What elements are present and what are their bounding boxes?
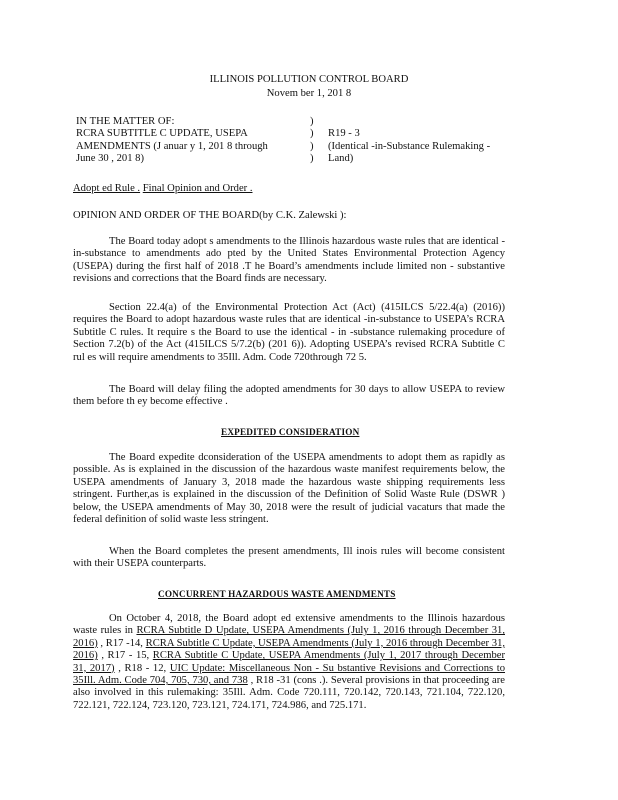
docket-reference: RCRA Subtitle C Update, USEPA Amendments (July 1, 2017 through December 31, 2017) <box>73 650 506 674</box>
section-heading-concurrent: CONCURRENT HAZARDOUS WASTE AMENDMENTS <box>158 589 396 599</box>
docket-reference: UIC Update: Miscellaneous Non - Su bstantive Revisions and Corrections to 35Ill. Adm. Code 704, 705, 730, and 738 <box>73 662 506 687</box>
doc-type-label: Adopt ed Rule . <box>73 183 141 194</box>
paragraph-text: The Board today adopt s amendments to the Illinois hazardous waste rules that are identical -in-substance to amendments ado pted by the United States Environmental Protection Agency (USEPA) during the first half of 2018 .T he Board’s amendments include limited non - substantive revisions and corrections that the Board finds are necessary. <box>73 236 505 285</box>
docket-line: (Identical -in-Substance Rulemaking - <box>328 140 491 152</box>
caption-paren: ) <box>310 116 314 127</box>
paragraph-concurrent <box>73 613 505 712</box>
section-heading-expedited: EXPEDITED CONSIDERATION <box>221 427 360 437</box>
caption-parens <box>310 116 322 166</box>
doc-type-title: Final Opinion and Order . <box>142 183 253 194</box>
docket-reference: RCRA Subtitle C Update, USEPA Amendments (July 1, 2016 through December 31, 2016) <box>73 637 506 662</box>
opinion-heading: OPINION AND ORDER OF THE BOARD(by C.K. Zalewski ): <box>73 210 347 221</box>
caption-line: June 30 , 201 8) <box>76 153 144 165</box>
caption-paren: ) <box>310 153 314 165</box>
caption-docket <box>328 116 513 166</box>
paragraph-text: , R17 -14, <box>97 637 146 649</box>
paragraph-text: When the Board completes the present amendments, Ill inois rules will become consistent with their USEPA counterparts. <box>73 546 505 570</box>
caption-matter <box>76 116 296 166</box>
paragraph-text: , R18 -31 (cons .). Several provisions in that proceeding are also involved in this rulemaking: 35Ill. Adm. Code 720.111, 720.142, 720.143, 721.104, 722.120, 722.121, 722.124, 723.120, 723.121, 724.171, 724.986, and 725.171. <box>73 675 505 711</box>
caption-paren: ) <box>310 140 314 152</box>
docket-reference: RCRA Subtitle D Update, USEPA Amendments (July 1, 2016 through December 31, 2016) <box>73 625 505 649</box>
docket-line: R19 - 3 <box>328 128 360 140</box>
document-type <box>73 183 253 195</box>
paragraph-text: , R17 - 15, <box>97 650 153 662</box>
caption-line: AMENDMENTS (J anuar y 1, 201 8 through <box>76 140 268 152</box>
paragraph-authority <box>73 302 505 364</box>
caption-line: RCRA SUBTITLE C UPDATE, USEPA <box>76 128 248 140</box>
paragraph-consistency <box>73 546 505 571</box>
docket-line <box>328 116 513 128</box>
paragraph-text: The Board will delay filing the adopted amendments for 30 days to allow USEPA to review them before th ey become effective . <box>73 384 505 408</box>
paragraph-text: , R18 - 12, <box>114 662 170 674</box>
document-date: Novem ber 1, 201 8 <box>266 88 352 99</box>
paragraph-text: On October 4, 2018, the Board adopt ed extensive amendments to the Illinois hazardous waste rules in <box>73 613 505 637</box>
docket-line: Land) <box>328 153 354 165</box>
caption-paren: ) <box>310 128 314 140</box>
paragraph-expedited <box>73 452 505 526</box>
board-title: ILLINOIS POLLUTION CONTROL BOARD <box>209 74 409 85</box>
paragraph-text: Section 22.4(a) of the Environmental Protection Act (Act) (415ILCS 5/22.4(a) (2016)) requires the Board to adopt hazardous waste rules that are identical -in-substance to USEPA’s RCRA Subtitle C rules. It require s the Board to use the identical - in -substance rulemaking procedure of Section 7.2(b) of the Act (415ILCS 5/7.2(b) (201 6)). Adopting USEPA’s revised RCRA Subtitle C rul es will require amendments to 35Ill. Adm. Code 720through 72 5. <box>73 302 505 363</box>
paragraph-delay <box>73 384 505 409</box>
paragraph-text: The Board expedite dconsideration of the USEPA amendments to adopt them as rapidly as possible. As is explained in the discussion of the hazardous waste manifest requirements below, the USEPA amendments of January 3, 2018 made the hazardous waste shipping requirements less stringent. Further,as is explained in the discussion of the Definition of Solid Waste Rule (DSWR ) below, the USEPA amendments of May 30, 2018 were the result of judicial vacaturs that made the federal definition of solid waste less stringent. <box>73 452 505 526</box>
caption-line: IN THE MATTER OF: <box>76 116 175 127</box>
paragraph-intro <box>73 236 505 286</box>
